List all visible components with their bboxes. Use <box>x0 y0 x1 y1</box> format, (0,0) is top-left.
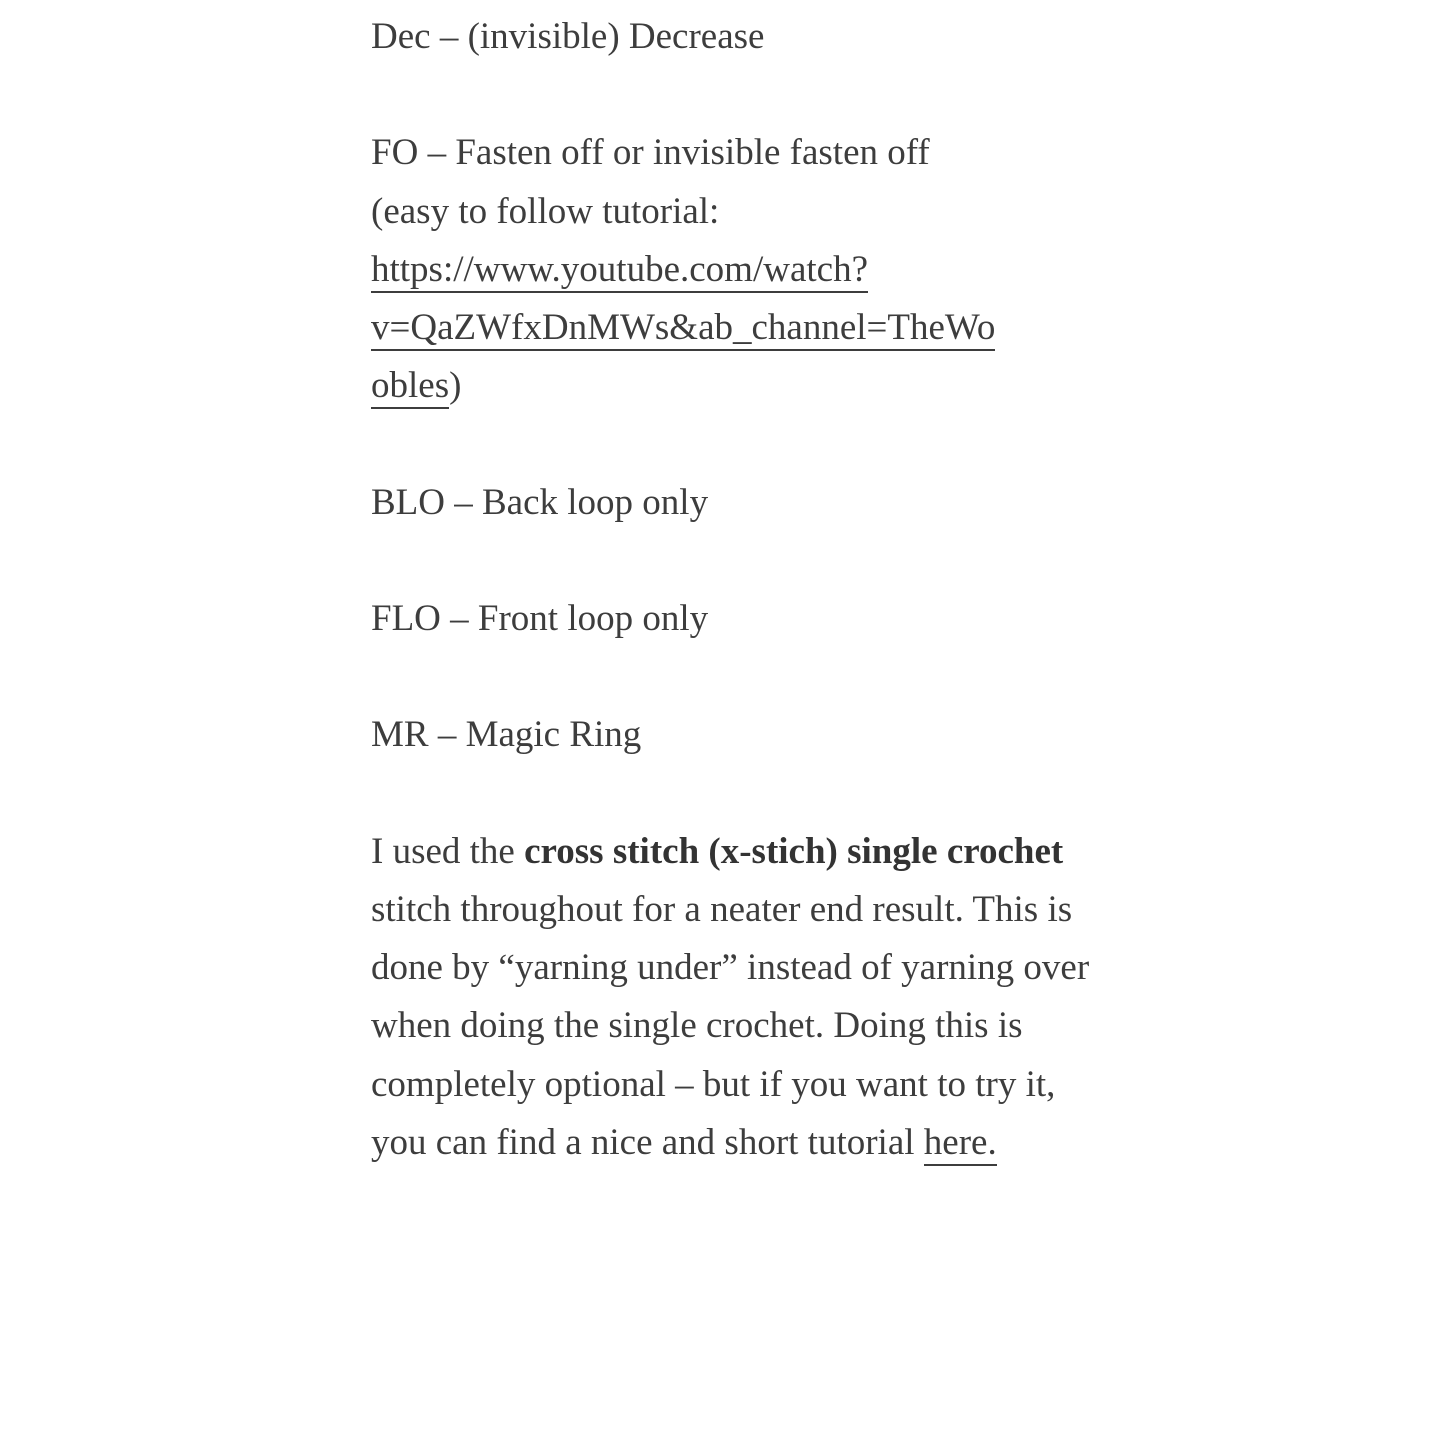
abbrev-meaning: Fasten off or invisible fasten off <box>455 132 930 174</box>
here-tutorial-link[interactable]: here. <box>924 1122 997 1166</box>
tutorial-suffix: ) <box>449 365 462 407</box>
abbrev-code: BLO <box>371 481 445 523</box>
abbrev-meaning: Magic Ring <box>465 714 642 756</box>
abbrev-flo: FLO – Front loop only <box>371 597 709 639</box>
abbrev-mr: MR – Magic Ring <box>371 714 642 756</box>
stitch-note-paragraph: I used the cross stitch (x-stich) single crochet stitch throughout for a neater end result. This is done by “yarning under” instead of yarning over when doing the single crochet. Doing this is completely optional – but if you want to try it, you can find a nice and short tutorial here. <box>371 823 1091 1172</box>
abbrev-meaning: Back loop only <box>482 481 709 523</box>
abbrev-fo: FO – Fasten off or invisible fasten off (easy to follow tutorial: https://www.youtube.com/watch? v=QaZWfxDnMWs&ab_channel=TheWo obles) <box>371 124 1091 415</box>
abbrev-code: MR <box>371 714 429 756</box>
stitch-name-bold: cross stitch (x-stich) single crochet <box>524 830 1064 872</box>
abbrev-meaning: Front loop only <box>477 597 709 639</box>
youtube-tutorial-link[interactable]: https://www.youtube.com/watch? v=QaZWfxDnMWs&ab_channel=TheWo obles <box>371 249 995 409</box>
article-content <box>371 0 1091 1172</box>
tutorial-prefix: (easy to follow tutorial: <box>371 190 720 232</box>
abbrev-dec: Dec – (invisible) Decrease <box>371 16 765 57</box>
abbrev-code: Dec <box>371 16 431 57</box>
abbrev-meaning: (invisible) Decrease <box>467 16 765 57</box>
abbrev-code: FLO <box>371 597 441 639</box>
abbrev-blo: BLO – Back loop only <box>371 481 709 523</box>
abbrev-code: FO <box>371 132 419 174</box>
